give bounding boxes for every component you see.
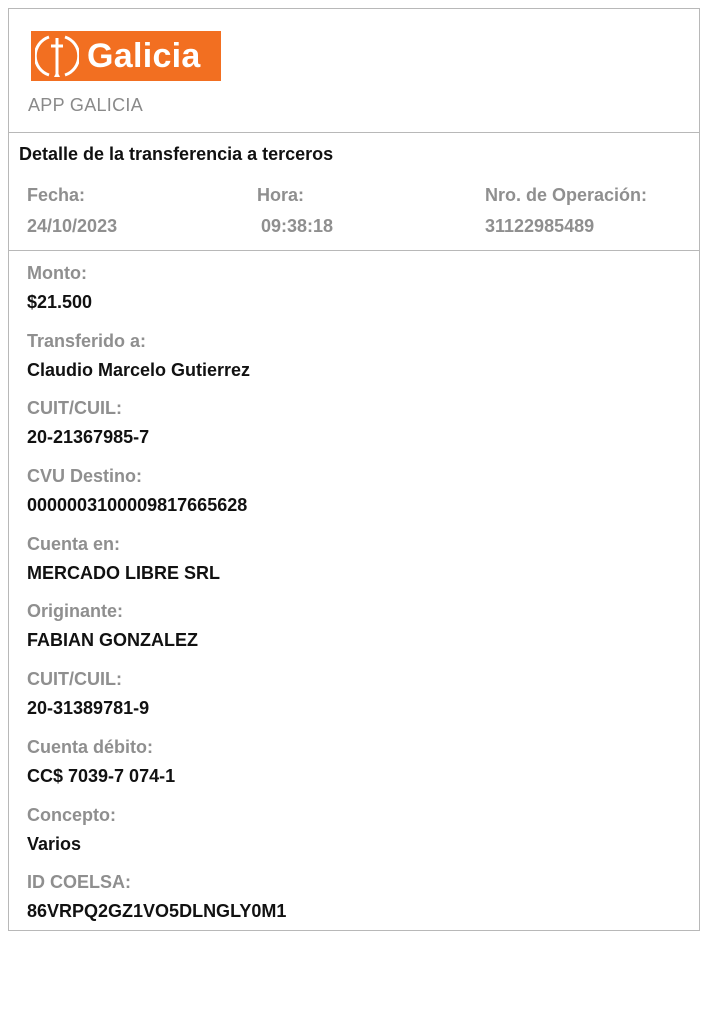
- field-value: Varios: [27, 833, 82, 854]
- hora-value: 09:38:18: [261, 216, 334, 236]
- field-label: CUIT/CUIL:: [27, 398, 122, 419]
- operacion-value: 31122985489: [485, 216, 595, 236]
- field-value: $21.500: [27, 292, 93, 312]
- field-label: Cuenta en:: [27, 533, 121, 554]
- field-transferido-a: [27, 330, 709, 398]
- galicia-logo: [31, 31, 221, 81]
- field-label: ID COELSA:: [27, 872, 132, 893]
- field-concepto: [27, 804, 709, 872]
- logo-text: Galicia: [87, 37, 201, 75]
- fecha-block: [27, 185, 117, 237]
- field-value: 20-21367985-7: [27, 427, 150, 448]
- field-label: Monto:: [27, 263, 87, 283]
- field-value: 20-31389781-9: [27, 698, 150, 719]
- hora-block: [257, 185, 333, 237]
- field-label: CUIT/CUIL:: [27, 669, 122, 690]
- field-value: 86VRPQ2GZ1VO5DLNGLY0M1: [27, 901, 287, 922]
- field-value: FABIAN GONZALEZ: [27, 630, 198, 651]
- field-cuit-originante: [27, 668, 709, 736]
- field-label: Cuenta débito:: [27, 736, 153, 757]
- field-label: CVU Destino:: [27, 466, 143, 487]
- operacion-label: Nro. de Operación:: [485, 185, 648, 205]
- field-cuit-destino: [27, 397, 709, 465]
- field-label: Originante:: [27, 601, 124, 622]
- field-value: 0000003100009817665628: [27, 495, 248, 516]
- app-name: APP GALICIA: [28, 95, 144, 115]
- transfer-details: [27, 262, 709, 939]
- fecha-label: Fecha:: [27, 185, 86, 205]
- galicia-cross-icon: [35, 31, 79, 81]
- field-cuenta-debito: [27, 736, 709, 804]
- field-monto: [27, 262, 709, 330]
- field-originante: [27, 600, 709, 668]
- operacion-block: [485, 185, 647, 237]
- receipt-header: [9, 9, 699, 133]
- field-cuenta-en: [27, 533, 709, 601]
- field-value: CC$ 7039-7 074-1: [27, 765, 176, 786]
- field-value: Claudio Marcelo Gutierrez: [27, 359, 251, 380]
- fecha-value: 24/10/2023: [27, 216, 118, 236]
- field-label: Transferido a:: [27, 330, 147, 351]
- field-id-coelsa: [27, 871, 709, 939]
- page-title: Detalle de la transferencia a terceros: [19, 144, 334, 164]
- field-cvu-destino: [27, 465, 709, 533]
- field-label: Concepto:: [27, 804, 116, 825]
- field-value: MERCADO LIBRE SRL: [27, 562, 220, 583]
- hora-label: Hora:: [257, 185, 305, 205]
